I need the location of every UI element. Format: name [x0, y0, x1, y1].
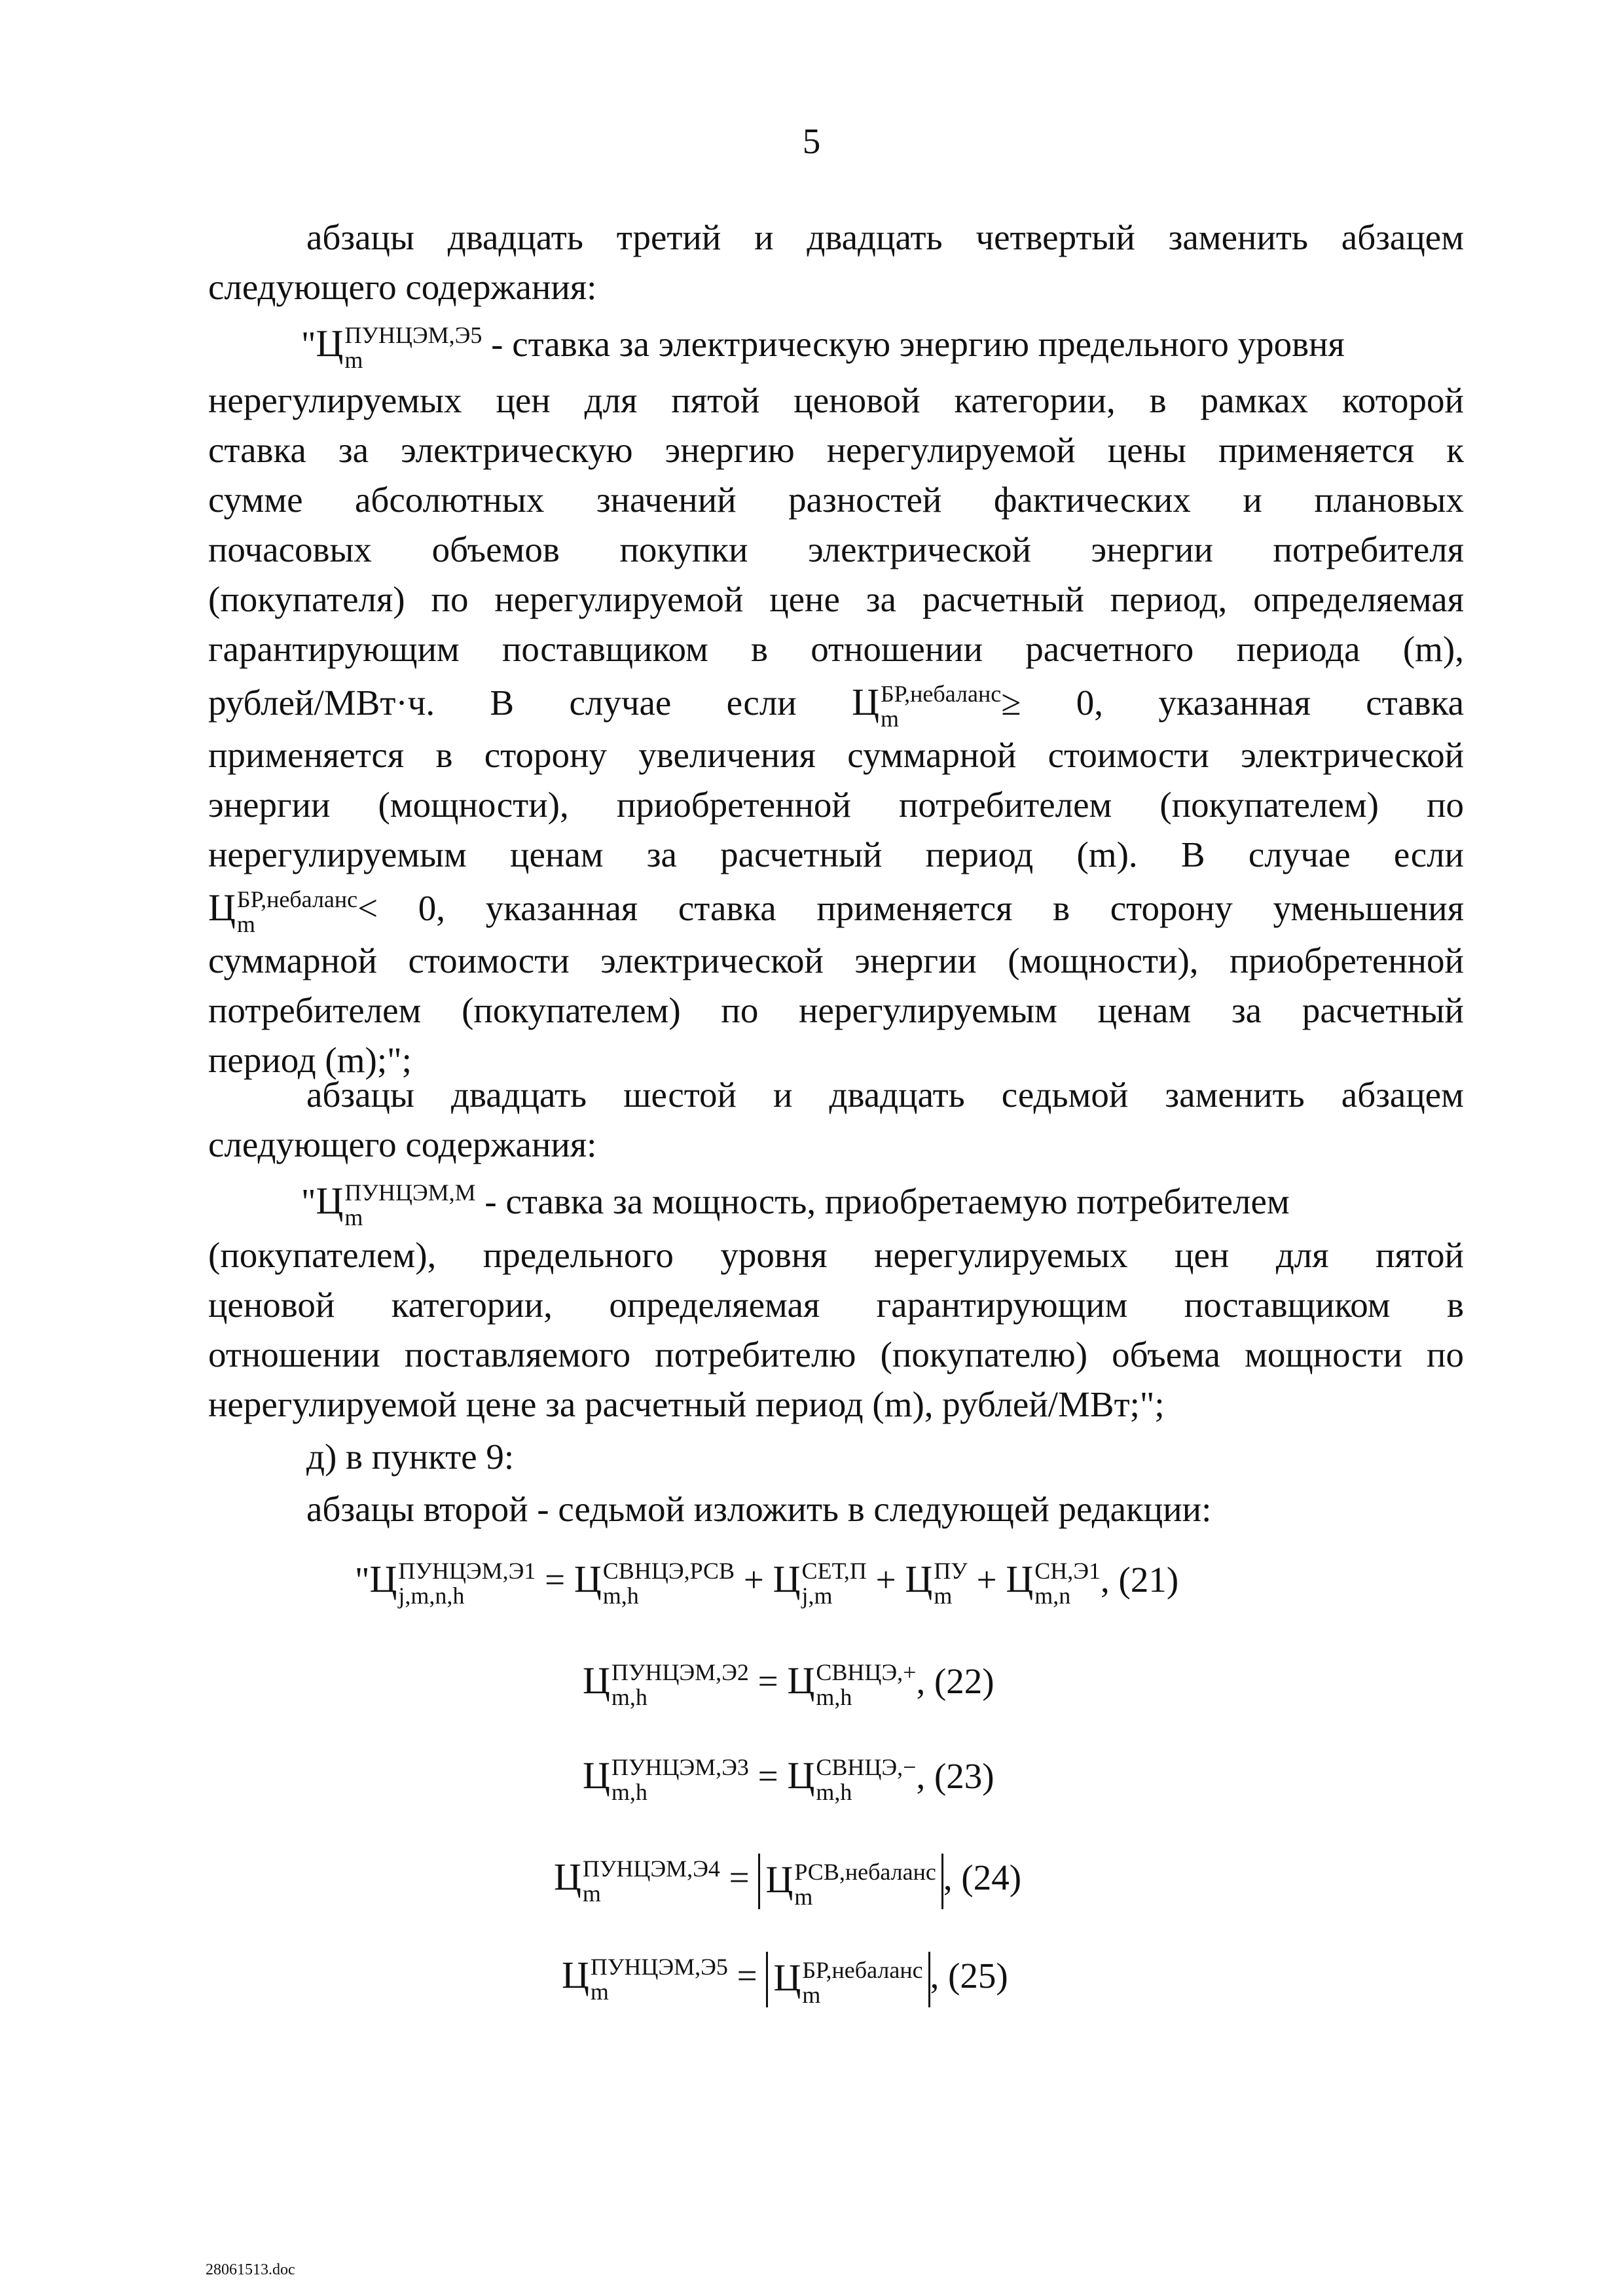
file-name-footer: 28061513.doc	[206, 2261, 295, 2278]
text-line: потребителем (покупателем) по нерегулируемым ценам за расчетный	[208, 990, 1464, 1030]
price-symbol: Ц	[316, 322, 344, 365]
text-line: нерегулируемым ценам за расчетный период (m). В случае если	[208, 834, 1464, 874]
equation-22: Ц ПУНЦЭМ,Э2 m,h = Ц СВНЦЭ,+ m,h , (22)	[583, 1659, 994, 1711]
text-line: абзацы двадцать третий и двадцать четвертый заменить абзацем	[306, 217, 1464, 257]
text-line: следующего содержания:	[208, 1124, 597, 1164]
text-line: сумме абсолютных значений разностей фактических и плановых	[208, 480, 1464, 520]
equation-24: Ц ПУНЦЭМ,Э4 m = Ц РСВ,небаланс m , (24)	[554, 1852, 1021, 1909]
paragraph-1	[208, 213, 1464, 312]
definition-first-line: "Ц ПУНЦЭМ,М m - ставка за мощность, приобретаемую потребителем	[301, 1179, 1290, 1231]
paragraph-3	[208, 1432, 1464, 1534]
text-line: д) в пункте 9:	[306, 1437, 515, 1477]
definition-first-line: "Ц ПУНЦЭМ,Э5 m - ставка за электрическую энергию предельного уровня	[301, 322, 1345, 374]
text-line: (покупателя) по нерегулируемой цене за расчетный период, определяемая	[208, 579, 1464, 619]
text-line-with-formula: Ц БР,небаланс m < 0, указанная ставка применяется в сторону уменьшения	[208, 886, 1464, 938]
equation-21: "Ц ПУНЦЭМ,Э1 j,m,n,h = Ц СВНЦЭ,РСВ m,h + Ц СЕТ,П j,m + Ц ПУ m + Ц СН,Э1 m,n , (21)	[355, 1558, 1179, 1609]
text-line: абзацы двадцать шестой и двадцать седьмой заменить абзацем	[306, 1075, 1464, 1115]
text-line: суммарной стоимости электрической энергии (мощности), приобретенной	[208, 941, 1464, 980]
definition-e5	[208, 312, 1464, 1085]
paragraph-2	[208, 1070, 1464, 1170]
text-line: ставка за электрическую энергию нерегулируемой цены применяется к	[208, 430, 1464, 470]
text-line: следующего содержания:	[208, 267, 597, 307]
text-line: (покупателем), предельного уровня нерегулируемых цен для пятой	[208, 1235, 1464, 1275]
definition-m	[208, 1172, 1464, 1429]
text-line: нерегулируемых цен для пятой ценовой категории, в рамках которой	[208, 380, 1464, 420]
price-symbol: Ц	[316, 1179, 344, 1222]
equation-25: Ц ПУНЦЭМ,Э5 m = Ц БР,небаланс m , (25)	[562, 1950, 1008, 2007]
page-number: 5	[802, 121, 821, 161]
text-line: применяется в сторону увеличения суммарной стоимости электрической	[208, 735, 1464, 775]
text-line: ценовой категории, определяемая гарантирующим поставщиком в	[208, 1285, 1464, 1325]
equation-23: Ц ПУНЦЭМ,Э3 m,h = Ц СВНЦЭ,− m,h , (23)	[583, 1754, 994, 1806]
text-line: отношении поставляемого потребителю (покупателю) объема мощности по	[208, 1335, 1464, 1374]
absolute-value: Ц РСВ,небаланс m	[758, 1854, 943, 1909]
text-line: абзацы второй - седьмой изложить в следующей редакции:	[306, 1489, 1212, 1529]
text-line: нерегулируемой цене за расчетный период (m), рублей/МВт;";	[208, 1384, 1165, 1424]
text-line: почасовых объемов покупки электрической энергии потребителя	[208, 529, 1464, 569]
text-line: период (m);";	[208, 1040, 412, 1080]
text-line: гарантирующим поставщиком в отношении расчетного периода (m),	[208, 629, 1464, 669]
text-line: энергии (мощности), приобретенной потребителем (покупателем) по	[208, 785, 1464, 825]
absolute-value: Ц БР,небаланс m	[766, 1952, 930, 2007]
text-line-with-formula: рублей/МВт·ч. В случае если Ц БР,небаланс m ≥ 0, указанная ставка	[208, 681, 1465, 732]
